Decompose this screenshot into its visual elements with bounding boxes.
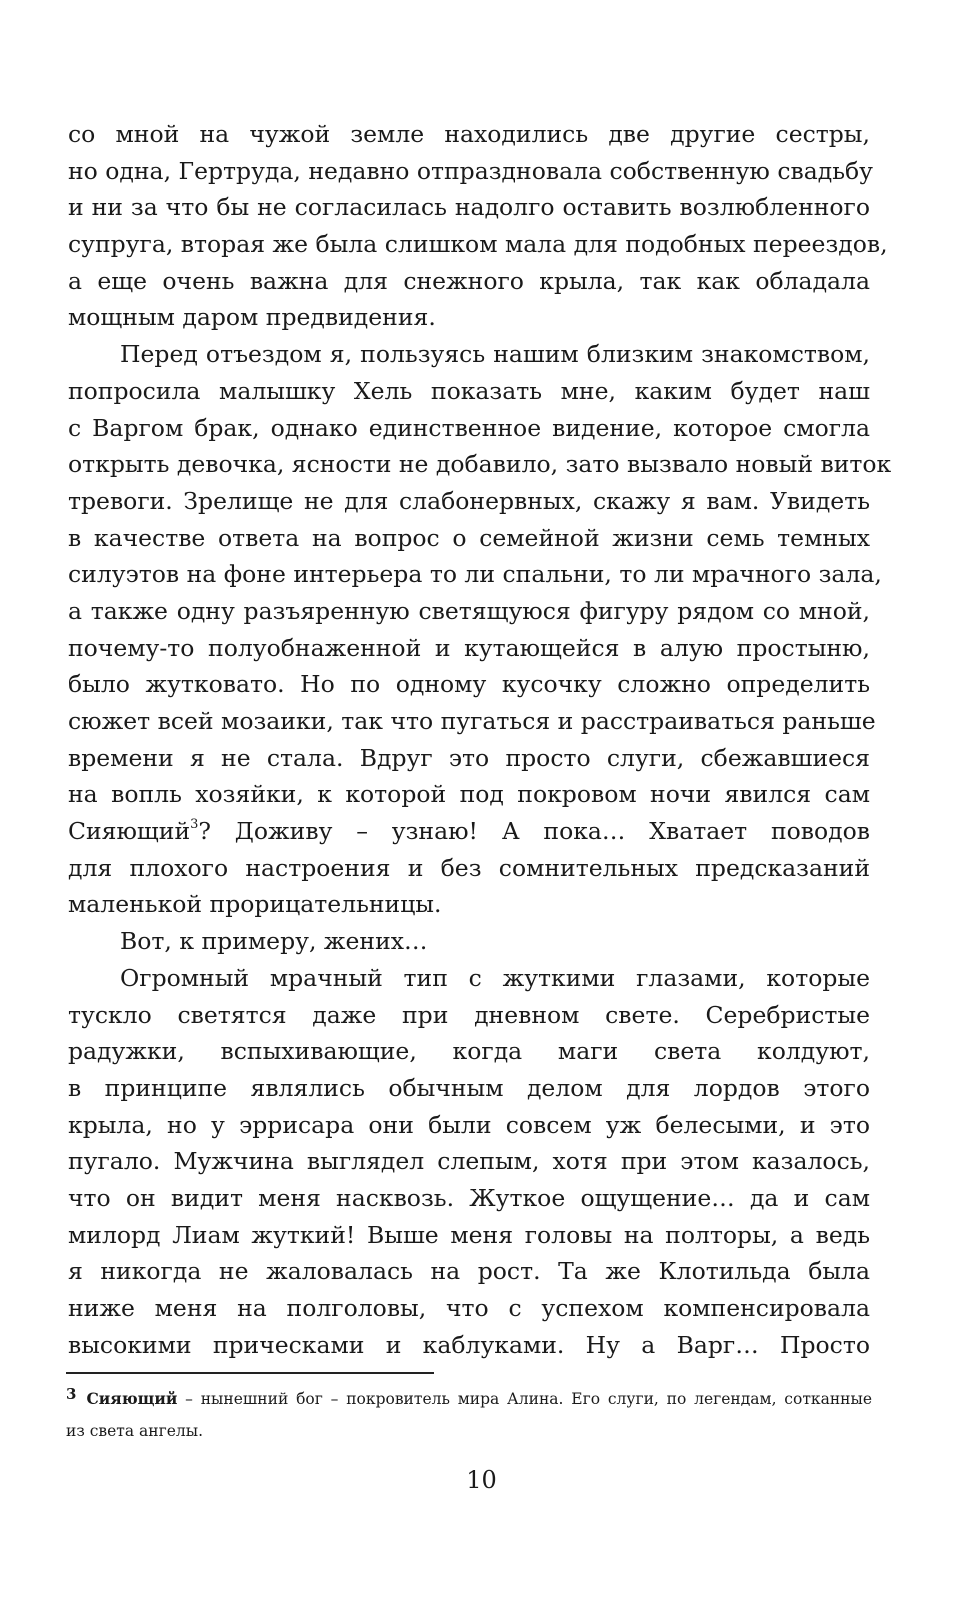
text-line: попросила малышку Хель показать мне, каким будет наш [68, 376, 870, 405]
footnote-number: 3 [66, 1385, 77, 1403]
text-line: крыла, но у эррисара они были совсем уж белесыми, и это [68, 1110, 870, 1139]
text-line: маленькой прорицательницы. [68, 890, 442, 919]
text-line: ниже меня на полголовы, что с успехом компенсировала [68, 1294, 870, 1322]
text-line: было жутковато. Но по одному кусочку сложно определить [68, 670, 870, 699]
text-line: мощным даром предвидения. [68, 303, 436, 332]
footnote-line [66, 1378, 872, 1415]
text-line: силуэтов на фоне интерьера то ли спальни, то ли мрачного зала, [68, 560, 882, 589]
text-line: тускло светятся даже при дневном свете. Серебристые [68, 1000, 870, 1029]
text-line: с Варгом брак, однако единственное видение, которое смогла [68, 413, 870, 442]
text-line-with-footnote-ref [68, 813, 870, 850]
text-line: сюжет всей мозаики, так что пугаться и расстраиваться раньше [68, 707, 876, 735]
text-line: а еще очень важна для снежного крыла, так как обладала [68, 266, 870, 295]
text-line: Перед отъездом я, пользуясь нашим близким знакомством, [120, 340, 870, 369]
body-text [68, 116, 892, 1363]
text-line: на вопль хозяйки, к которой под покровом ночи явился сам [68, 780, 870, 809]
text-line: Вот, к примеру, жених… [120, 927, 428, 956]
text-line: пугало. Мужчина выглядел слепым, хотя при этом казалось, [68, 1147, 870, 1176]
text-line: со мной на чужой земле находились две другие сестры, [68, 120, 870, 148]
text-line: радужки, вспыхивающие, когда маги света колдуют, [68, 1037, 870, 1066]
text-line: тревоги. Зрелище не для слабонервных, скажу я вам. Увидеть [68, 486, 870, 515]
footnote-text: – нынешний бог – покровитель мира Алина. Его слуги, по легендам, сотканные [177, 1390, 872, 1408]
text-fragment: Сияющий [68, 817, 191, 846]
text-line: Огромный мрачный тип с жуткими глазами, которые [120, 963, 870, 992]
text-line: почему-то полуобнаженной и кутающейся в алую простыню, [68, 633, 870, 662]
text-line: в качестве ответа на вопрос о семейной жизни семь темных [68, 523, 870, 552]
text-line: открыть девочка, ясности не добавило, зато вызвало новый виток [68, 450, 892, 479]
footnote-reference[interactable]: 3 [190, 817, 199, 833]
text-line: супруга, вторая же была слишком мала для подобных переездов, [68, 230, 888, 259]
text-line: что он видит меня насквозь. Жуткое ощущение… да и сам [68, 1183, 870, 1212]
footnote-line: из света ангелы. [66, 1422, 204, 1440]
page-number: 10 [466, 1466, 497, 1494]
text-line: я никогда не жаловалась на рост. Та же Клотильда была [68, 1257, 870, 1286]
text-line: но одна, Гертруда, недавно отпраздновала собственную свадьбу [68, 156, 873, 185]
text-line: времени я не стала. Вдруг это просто слуги, сбежавшиеся [68, 743, 870, 772]
footnote-term: Сияющий [86, 1389, 178, 1408]
footnote [66, 1378, 872, 1447]
footnote-separator [66, 1372, 434, 1374]
text-line: и ни за что бы не согласилась надолго оставить возлюбленного [68, 193, 870, 222]
text-fragment: ? Доживу – узнаю! А пока… Хватает поводов [198, 817, 870, 846]
text-line: для плохого настроения и без сомнительных предсказаний [68, 853, 870, 882]
text-line: милорд Лиам жуткий! Выше меня головы на полторы, а ведь [68, 1220, 870, 1249]
text-line: а также одну разъяренную светящуюся фигуру рядом со мной, [68, 596, 870, 625]
text-line: высокими прическами и каблуками. Ну а Варг… Просто [68, 1330, 870, 1359]
text-line: в принципе являлись обычным делом для лордов этого [68, 1073, 870, 1102]
